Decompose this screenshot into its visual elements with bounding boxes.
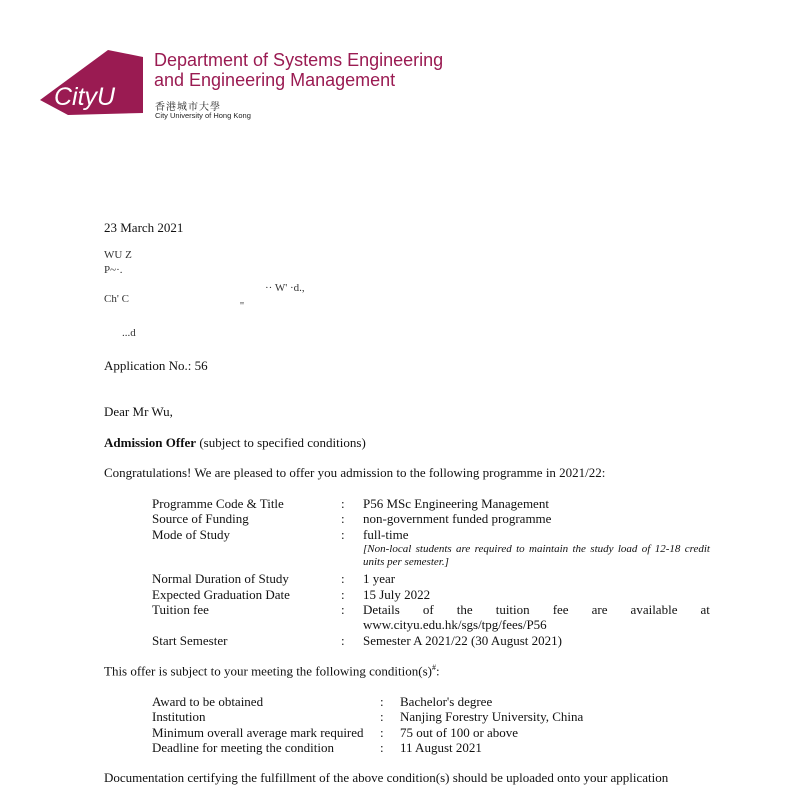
application-number: Application No.: 56 — [104, 358, 208, 373]
programme-label: Programme Code & Title — [152, 496, 284, 511]
english-name: City University of Hong Kong — [155, 111, 251, 120]
letter-date: 23 March 2021 — [104, 220, 184, 235]
mode-note: [Non-local students are required to maintain the study load of 12-18 credit units per semester.] — [363, 543, 710, 568]
condition-colon: : — [435, 663, 440, 679]
tuition-fee-text — [363, 602, 710, 618]
subject-rest: (subject to specified conditions) — [196, 435, 366, 450]
footer-partial-text: Documentation certifying the fulfillment of the above condition(s) should be uploaded onto your application — [104, 770, 669, 785]
deadline-label: Deadline for meeting the condition — [152, 740, 334, 755]
minimum-mark-label: Minimum overall average mark required — [152, 725, 364, 740]
logo-text: CityU — [54, 83, 116, 111]
condition-intro — [104, 663, 440, 679]
fee-word: tuition — [495, 602, 530, 617]
colon: : — [380, 694, 384, 709]
subject-line — [104, 435, 366, 451]
award-value: Bachelor's degree — [400, 694, 493, 709]
department-line-2: and Engineering Management — [154, 70, 396, 90]
address-line-1: WU Z — [104, 249, 132, 261]
fee-word: are — [591, 602, 608, 617]
fee-word: available — [630, 602, 678, 617]
funding-label: Source of Funding — [152, 511, 249, 526]
subject-bold: Admission Offer — [104, 435, 197, 450]
graduation-value: 15 July 2022 — [363, 587, 431, 602]
duration-label: Normal Duration of Study — [152, 571, 289, 586]
award-label: Award to be obtained — [152, 694, 264, 709]
colon: : — [380, 709, 384, 724]
minimum-mark-value: 75 out of 100 or above — [400, 725, 519, 740]
mode-value: full-time — [363, 527, 409, 542]
fee-word: at — [700, 602, 710, 617]
address-line-3a: Ch' C — [104, 293, 129, 305]
condition-intro-text: This offer is subject to your meeting the following condition(s) — [104, 663, 432, 679]
colon: : — [341, 511, 345, 526]
colon: : — [341, 587, 345, 602]
duration-value: 1 year — [363, 571, 396, 586]
colon: : — [341, 527, 345, 542]
chinese-name: 香港城市大學 — [155, 102, 221, 113]
cityu-logo — [40, 50, 148, 118]
fee-word: of — [422, 602, 434, 617]
institution-value: Nanjing Forestry University, China — [400, 709, 584, 724]
address-line-3c: '' — [240, 300, 244, 312]
colon: : — [341, 571, 345, 586]
address-line-4: ...d — [122, 327, 136, 339]
fee-word: Details — [363, 602, 400, 617]
colon: : — [341, 633, 345, 648]
deadline-value: 11 August 2021 — [400, 740, 482, 755]
graduation-label: Expected Graduation Date — [152, 587, 290, 602]
funding-value: non-government funded programme — [363, 511, 552, 526]
programme-value: P56 MSc Engineering Management — [363, 496, 549, 511]
start-semester-label: Start Semester — [152, 633, 228, 648]
fee-word: fee — [552, 602, 569, 617]
fee-word: the — [456, 602, 473, 617]
colon: : — [341, 496, 345, 511]
tuition-fee-link[interactable]: www.cityu.edu.hk/sgs/tpg/fees/P56 — [363, 617, 547, 632]
colon: : — [380, 740, 384, 755]
institution-label: Institution — [152, 709, 206, 724]
mode-label: Mode of Study — [152, 527, 230, 542]
department-line-1: Department of Systems Engineering — [154, 50, 444, 70]
tuition-label: Tuition fee — [152, 602, 209, 617]
condition-mark: # — [431, 663, 436, 672]
intro-text: Congratulations! We are pleased to offer you admission to the following programme in 2021/22: — [104, 465, 606, 480]
start-semester-value: Semester A 2021/22 (30 August 2021) — [363, 633, 562, 648]
address-line-2: P~·. — [104, 264, 123, 276]
salutation: Dear Mr Wu, — [104, 404, 173, 419]
colon: : — [341, 602, 345, 617]
address-line-3b: ·· W' ·d., — [265, 282, 305, 294]
colon: : — [380, 725, 384, 740]
